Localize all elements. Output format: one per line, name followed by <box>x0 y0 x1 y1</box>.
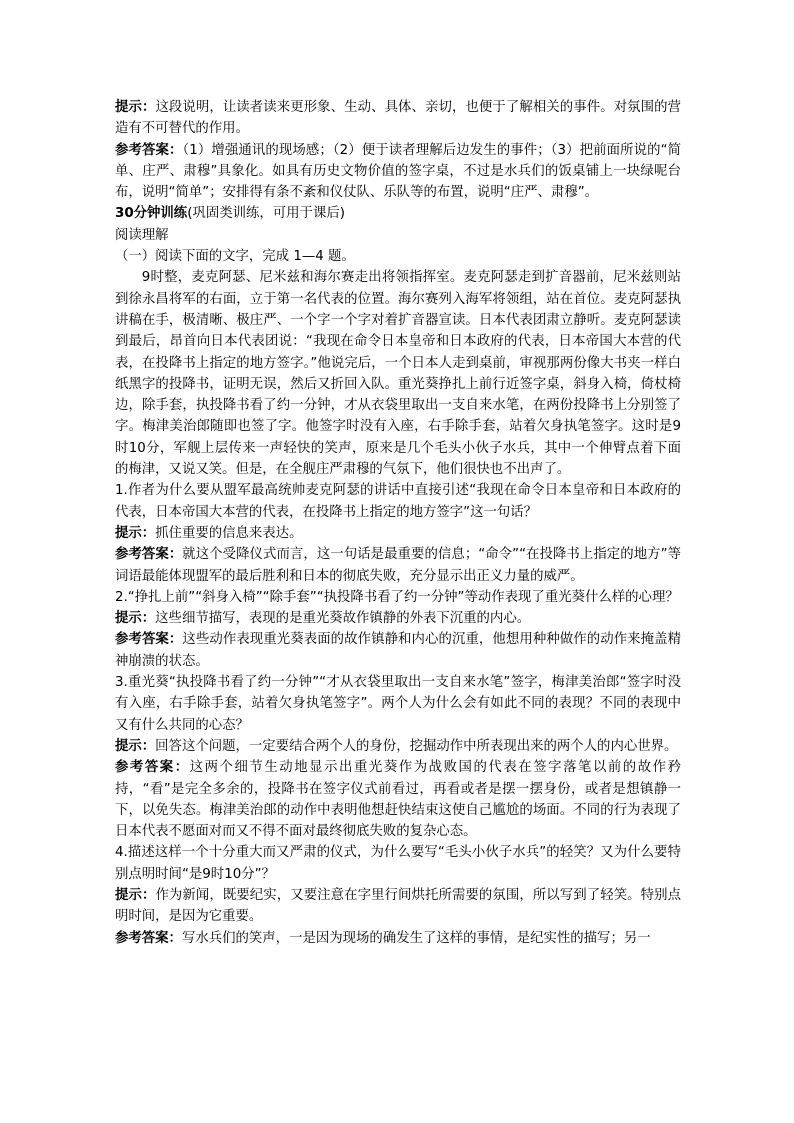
section-title <box>115 203 681 224</box>
section-subtitle: 阅读理解 <box>115 227 169 243</box>
question-3-answer <box>115 757 681 842</box>
question-1-hint <box>115 523 681 544</box>
answer-label: 参考答案： <box>115 547 183 563</box>
hint-label: 提示： <box>115 525 156 541</box>
question-4-hint <box>115 885 681 928</box>
question-1: 1.作者为什么要从盟军最高统帅麦克阿瑟的讲话中直接引述“我现在命令日本皇帝和日本政府的代表，日本帝国大本营的代表，在投降书上指定的地方签字”这一句话？ <box>115 483 681 520</box>
hint-label: 提示： <box>115 887 156 903</box>
answer-label: 参考答案： <box>115 632 183 648</box>
question-4: 4.描述这样一个十分重大而又严肃的仪式，为什么要写“毛头小伙子水兵”的轻笑？又为什么要特别点明时间“是9时10分”？ <box>115 845 681 882</box>
section-title-rest: (巩固类训练，可用于课后) <box>187 206 345 222</box>
question-2-hint <box>115 608 681 629</box>
hint-text: 抓住重要的信息来表达。 <box>155 525 303 541</box>
hint-text: 这些细节描写，表现的是重光葵故作镇静的外表下沉重的内心。 <box>155 611 531 627</box>
reading-passage: 9时整，麦克阿瑟、尼米兹和海尔赛走出将领指挥室。麦克阿瑟走到扩音器前，尼米兹则站到徐永昌将军的右面，立于第一名代表的位置。海尔赛列入海军将领组，站在首位。麦克阿瑟执讲稿在手，极清晰、极庄严、一个字一个字对着扩音器宣读。日本代表团肃立静听。麦克阿瑟读到最后，昂首向日本代表团说：“我现在命令日本皇帝和日本政府的代表，日本帝国大本营的代表，在投降书上指定的地方签字。”他说完后，一个日本人走到桌前，审视那两份像大书夹一样白纸黑字的投降书，证明无误，然后又折回入队。重光葵挣扎上前行近签字桌，斜身入椅，倚杖椅边，除手套，执投降书看了约一分钟，才从衣袋里取出一支自来水笔，在两份投降书上分别签了字。梅津美治郎随即也签了字。他签字时没有入座，右手除手套，站着欠身执笔签字。这时是9时10分，军舰上层传来一声轻快的笑声，原来是几个毛头小伙子水兵，其中一个伸臂点着下面的梅津，又说又笑。但是，在全舰庄严肃穆的气氛下，他们很快也不出声了。 <box>115 270 681 478</box>
hint-text: 回答这个问题，一定要结合两个人的身份，挖掘动作中所表现出来的两个人的内心世界。 <box>155 738 678 754</box>
section-title-bold: 30分钟训练 <box>115 206 188 222</box>
answer-text: 就这个受降仪式而言，这一句话是最重要的信息；“命令”“在投降书上指定的地方”等词语最能体现盟军的最后胜利和日本的彻底失败，充分显示出正义力量的威严。 <box>115 547 682 584</box>
question-3-hint <box>115 736 681 757</box>
question-1-answer <box>115 544 681 587</box>
answer-label: 参考答案： <box>115 930 182 946</box>
hint-label: 提示： <box>115 738 156 754</box>
answer-label: 参考答案： <box>115 760 190 776</box>
hint-label: 提示： <box>115 611 156 627</box>
answer-text: 这些动作表现重光葵表面的故作镇静和内心的沉重，他想用种种做作的动作来掩盖精神崩溃的状态。 <box>115 632 682 669</box>
answer-label: 参考答案： <box>115 142 183 158</box>
hint-label: 提示： <box>115 100 156 115</box>
document-page <box>115 97 681 949</box>
question-2-answer <box>115 629 681 672</box>
question-4-answer <box>115 928 681 949</box>
intro-answer <box>115 140 681 204</box>
answer-text: （1）增强通讯的现场感；（2）便于读者理解后边发生的事件；（3）把前面所说的“简单、庄严、肃穆”具象化。如具有历史文物价值的签字桌，不过是水兵们的饭桌铺上一块绿呢台布，说明“简单”；安排得有条不紊和仪仗队、乐队等的布置，说明“庄严、肃穆”。 <box>115 142 681 201</box>
answer-text: 写水兵们的笑声，一是因为现场的确发生了这样的事情，是纪实性的描写；另一 <box>181 930 651 946</box>
answer-text: 这两个细节生动地显示出重光葵作为战败国的代表在签字落笔以前的故作矜持，“看”是完全多余的，投降书在签字仪式前看过，再看或者是摆一摆身份，或者是想镇静一下，以免失态。梅津美治郎的动作中表明他想赶快结束这使自己尴尬的场面。不同的行为表现了日本代表不愿面对而又不得不面对最终彻底失败的复杂心态。 <box>115 760 682 840</box>
hint-text: 作为新闻，既要纪实，又要注意在字里行间烘托所需要的氛围，所以写到了轻笑。特别点明时间，是因为它重要。 <box>115 887 681 925</box>
question-3: 3.重光葵“执投降书看了约一分钟”“才从衣袋里取出一支自来水笔”签字，梅津美治郎“签字时没有入座，右手除手套，站着欠身执笔签字”。两个人为什么会有如此不同的表现？不同的表现中又有什么共同的心态？ <box>115 675 681 733</box>
intro-hint <box>115 97 681 140</box>
question-2: 2.“挣扎上前”“斜身入椅”“除手套”“执投降书看了约一分钟”等动作表现了重光葵什么样的心理？ <box>115 589 679 605</box>
section-instruction: （一）阅读下面的文字，完成 1—4 题。 <box>115 249 355 265</box>
hint-text: 这段说明，让读者读来更形象、生动、具体、亲切，也便于了解相关的事件。对氛围的营造有不可替代的作用。 <box>115 100 681 137</box>
